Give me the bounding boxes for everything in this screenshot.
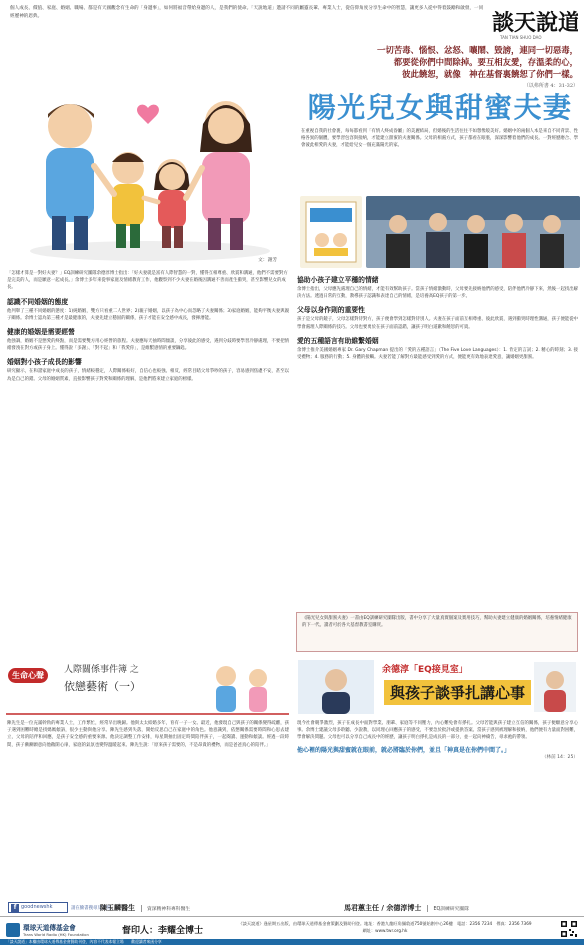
contact-info: 《談天說道》逢星期五出版，由環球天道傳基金會策劃及贊助刊登。地址：香港九龍旺角彌敦道750號始創中心26樓 電話：2356 7234 傳真：2356 7369 網址：www.twr.org.hk: [238, 921, 536, 933]
facebook-note: 請在臉書搜尋及支持: [71, 905, 111, 911]
left-column: [7, 270, 289, 656]
left-lead: 「怎樣才算是一對好夫妻？」EQ訓練研究團隊余德淳博士指出：「好夫妻就是富有人際智慧的一對，懂得互相尊重、欣賞和溝通，他們不需要對方是完美的人，而是願意一起成長。」余博士多年來從事家庭及情緒教育工作，他觀察到不少夫妻在婚後因溝通不善而產生衝突，甚至影響兒女的成長。: [7, 271, 288, 291]
quote-line-2: 都要從你們中間除掉。要互相友愛，存溫柔的心，: [393, 57, 578, 67]
org-name-zh: 環球天道傳基金會: [23, 924, 76, 932]
footer: [0, 916, 584, 945]
closing-verse-ref: （林前 14：25）: [541, 754, 578, 760]
section-text: 孩子是父母的鏡子，父母怎樣對待對方，孩子便會學到怎樣對待別人。夫妻在孩子面前互相尊重、彼此欣賞，遇到衝突時理性溝通，孩子便能從中學會處理人際關係的技巧。父母也要勇於在孩子面前認錯，讓孩子明白道歉和饒恕的可貴。: [297, 317, 578, 330]
book-info-text: 《陽光兒女與甜蜜夫妻》一書由EQ訓練研究團隊出版，書中分享了大量真實個案及實用技巧，幫助夫妻建立健康的婚姻關係，培養情緒健康的下一代。讀者可於各大基督教書室購買。: [302, 616, 572, 628]
photo-strip: [300, 196, 580, 268]
book-info-box: [296, 612, 578, 652]
column-series: 余德淳「EQ接見室」: [382, 665, 468, 675]
intro-paragraph: 在重視自我的社會裏，每每都看到「有情人終成眷屬」的美麗結局，但婚後的生活往往不如想像般美好。婚姻中的兩個人本是來自不同背景、性格各異的個體，要學習包容與接納，才能建立甜蜜的夫妻關係。父母的相處方式，孩子都看在眼裏，深深影響着他們的成長。一對經歷磨合、學會彼此相愛的夫妻，才能給兒女一個充滿陽光的家。: [301, 129, 578, 149]
facebook-label: goodnewshk: [21, 904, 53, 910]
section-text: 余博士指出，父母應先處理自己的情緒，才能有效幫助孩子。當孩子情緒激動時，父母要先接納他們的感受，陪伴他們冷靜下來，然後一起找出解決方法。透過日常的互動，教導孩子認識和表達自己的情緒，是培養高EQ孩子的第一步。: [297, 287, 578, 300]
bible-quote: [274, 44, 578, 92]
column-title: 與孩子談爭扎講心事: [384, 680, 531, 705]
lower-right-text: 現今社會競爭激烈，孩子在成長中面對學業、朋輩、家庭等不同壓力，內心難免會有掙扎。父母若能與孩子建立互信的關係，孩子便願意分享心事。余博士建議父母多聆聽、少說教，以同理心回應孩子的感受，不要急於批評或提供答案。當孩子感到被理解和接納，他們便有力量面對困難，學會解決問題。父母也可以分享自己成長中的經歷，讓孩子明白掙扎是成長的一部分，並一起向神禱告，尋求祂的帶領。: [297, 721, 578, 741]
qr-code-icon: [560, 920, 578, 938]
tan-tian-shuo-dao-logo: [490, 2, 578, 42]
author-name: 陳玉麟醫生: [100, 904, 135, 912]
section-heading: 愛的五種語言有助維繫婚姻: [297, 336, 379, 345]
section-text: 余博士推介美國婚姻專家 Dr. Gary Chapman 提出的「愛的五種語言」（The Five Love Languages）：1. 肯定的言詞；2. 精心的時刻；3. 接受禮物；4. 服務的行動；5. 身體的接觸。夫妻若能了解對方最能感受到愛的方式，便能更有效地表達愛意，讓婚姻更甜蜜。: [297, 347, 578, 361]
author-role: EQ訓練研究團隊: [427, 905, 469, 912]
author-credit: 文：謝芳: [258, 258, 278, 263]
header: [0, 0, 584, 44]
signature-left: [100, 901, 190, 915]
section-heading: 協助小孩子建立平穩的情緒: [297, 276, 379, 284]
article-title: 陽光兒女與甜蜜夫妻: [307, 91, 573, 124]
svg-text:談天說道: 談天說道: [492, 10, 578, 36]
facebook-icon: f: [11, 904, 19, 912]
facebook-badge[interactable]: [8, 902, 68, 913]
column-series: 人際關係事件簿 之: [64, 665, 139, 675]
author-role: 資深精神科專科醫生: [141, 905, 190, 912]
section-heading: 父母以身作則的重要性: [297, 306, 365, 315]
column-tag: 生命心聲: [8, 668, 48, 683]
column-banner-right: [296, 658, 579, 716]
globe-icon: [6, 923, 20, 937]
right-column: [297, 270, 578, 608]
header-intro: 個人成長、價值、家庭、婚姻、職場、都是有天國觀念有生命的「身邊事」，如何將福音帶給身邊的人，是我們的使命。「天說地道」邀請不同的屬靈長輩、專業人士，從信仰角度分享生命中的智慧，讓更多人從中得着鼓勵和啟發，一同經歷神的恩典。: [10, 6, 484, 19]
section-text: 研究顯示，在和諧家庭中成長的孩子，情緒較穩定，人際關係較好，自信心也較強。相反，經常目睹父母爭吵的孩子，容易感到焦慮不安，甚至以為是自己的錯。父母的婚姻質素，直接影響孩子對愛和關係的理解，是他們將來建立家庭的榜樣。: [7, 369, 289, 382]
quote-line-3: 彼此饒恕，就像 神在基督裏饒恕了你們一樣。: [402, 69, 578, 79]
quote-line-1: 一切苦毒、惱恨、忿怒、嚷鬧、毀謗，連同一切惡毒，: [377, 45, 578, 55]
org-name-en: Trans World Radio (HK) Foundation: [23, 932, 89, 937]
lower-left-article: 陳先生是一位充滿幹勁的專業人士，工作繁忙，經常早出晚歸。他與太太結婚多年，育有一子一女。最近，他發現自己與孩子的關係變得疏離，孩子遇到困難時總是找媽媽傾訴，很少主動與他分享。陳先生感到失落，開始反思自己在家庭中的角色。他意識到，依戀關係需要時間和心思去建立，父母的陪伴和回應，是孩子安全感的重要來源。他決定調整工作安排，每星期抽出固定時間陪伴孩子，一起閱讀、運動和傾談。經過一段時間，孩子漸漸願意向他敞開心扉，家庭的氣氛也變得溫暖起來。陳先生說：「原來孩子需要的，不是昂貴的禮物，而是爸爸真心的陪伴。」: [7, 721, 289, 748]
section-text: 他列舉了三種不同婚姻的態度：1)純婚姻，雙方只看重二人世界；2)親子婚姻，以孩子為中心而忽略了夫妻關係；3)家庭婚姻，能夠平衡夫妻與親子關係。余博士認為第三種才是最健康的，夫妻先建立穩固的關係，孩子才能在安全感中成長，發揮潛能。: [7, 308, 289, 321]
section-heading: 健康的婚姻是需要經營: [7, 328, 75, 337]
author-name: 馬君蕙主任 / 余德淳博士: [344, 904, 422, 912]
facebook-promo[interactable]: [8, 902, 111, 913]
publisher: 督印人：李耀全博士: [122, 926, 204, 936]
footer-strip: 「談天說道」本欄由環球天道傳基金會贊助刊登，內容不代表本報立場 歡迎讀者來函分享: [0, 939, 584, 945]
section-text: 他強調，婚姻不是戀愛的終點，而是需要雙方用心經營的旅程。夫妻應每天抽時間傾談，分享彼此的感受，遇到分歧時要學習冷靜處理，不要把情緒發洩在對方或孩子身上。懂得說「多謝」、「對不起」和「我愛你」，是維繫感情的重要鑰匙。: [7, 339, 289, 352]
group-photo: [366, 196, 580, 268]
org-logo: [6, 922, 89, 937]
signature-right: [344, 901, 469, 915]
column-name: 依戀藝術（一）: [64, 680, 141, 693]
lower-right-article: [297, 720, 578, 898]
column-banner-left: [6, 658, 289, 716]
quote-reference: （以弗所書 4：31-32）: [523, 83, 578, 89]
closing-verse: 他心裡的陽光與甜蜜就在眼前，就必將臨於你們，並且「神真是在你們中間了。」: [297, 746, 511, 754]
svg-text:TAN TIAN SHUO DAO: TAN TIAN SHUO DAO: [500, 35, 542, 40]
book-cover-photo: [300, 196, 362, 268]
hero-illustration: [0, 56, 290, 268]
section-heading: 認識不同婚姻的態度: [7, 297, 69, 306]
section-heading: 婚姻對小孩子成長的影響: [7, 358, 82, 367]
